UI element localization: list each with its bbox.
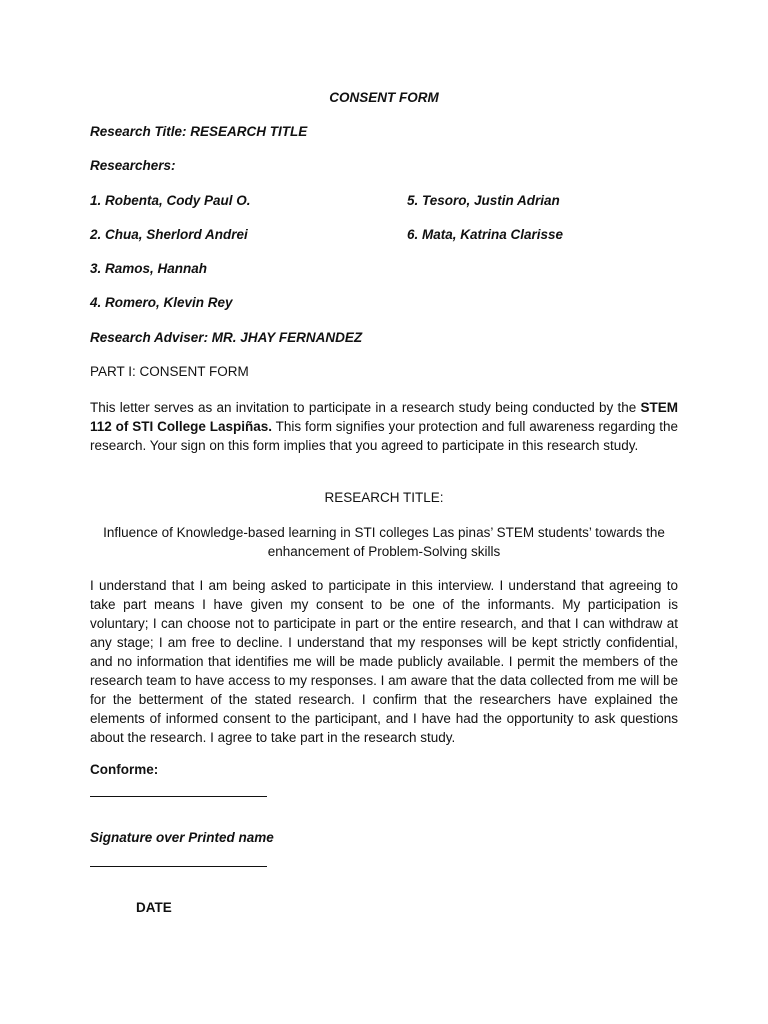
research-title-text: Influence of Knowledge-based learning in STI colleges Las pinas’ STEM students’ towards the enhancement of Problem-Solving skills [103,525,665,559]
intro-paragraph [90,398,678,455]
conforme-label: Conforme: [90,762,159,777]
signature-line [90,796,267,797]
intro-text-bold: STEM 112 of STI College Laspiñas. [90,400,678,434]
consent-form-page [90,0,678,1024]
intro-text-end: This form signifies your protection and full awareness regarding the research. Your sign on this form implies that you agreed to participate in this research study. [90,419,678,453]
consent-paragraph: I understand that I am being asked to participate in this interview. I understand that agreeing to take part means I have given my consent to be one of the informants. My participation is voluntary; I can choose not to participate in part or the entire research, and that I can withdraw at any stage; I am free to decline. I understand that my responses will be kept strictly confidential, and no information that identifies me will be made publicly available. I permit the members of the research team to have access to my responses. I am aware that the data collected from me will be for the betterment of the stated research. I confirm that the researchers have explained the elements of informed consent to the participant, and I have had the opportunity to ask questions about the research. I agree to take part in the research study. [90,578,678,745]
signature-label: Signature over Printed name [90,830,274,845]
intro-text-start: This letter serves as an invitation to participate in a research study being conducted by the [90,400,641,415]
researcher-6: 6. Mata, Katrina Clarisse [407,227,564,242]
form-heading: CONSENT FORM [329,90,439,105]
research-title-heading: RESEARCH TITLE: [324,490,444,505]
date-line [90,866,267,867]
research-adviser: Research Adviser: MR. JHAY FERNANDEZ [90,330,363,345]
date-label: DATE [136,900,172,915]
research-title-line: Research Title: RESEARCH TITLE [90,124,308,139]
researcher-3: 3. Ramos, Hannah [90,261,208,276]
part-heading: PART I: CONSENT FORM [90,364,249,379]
researcher-2: 2. Chua, Sherlord Andrei [90,227,248,242]
researcher-5: 5. Tesoro, Justin Adrian [407,193,560,208]
researcher-4: 4. Romero, Klevin Rey [90,295,233,310]
researcher-1: 1. Robenta, Cody Paul O. [90,193,251,208]
researchers-label: Researchers: [90,158,176,173]
